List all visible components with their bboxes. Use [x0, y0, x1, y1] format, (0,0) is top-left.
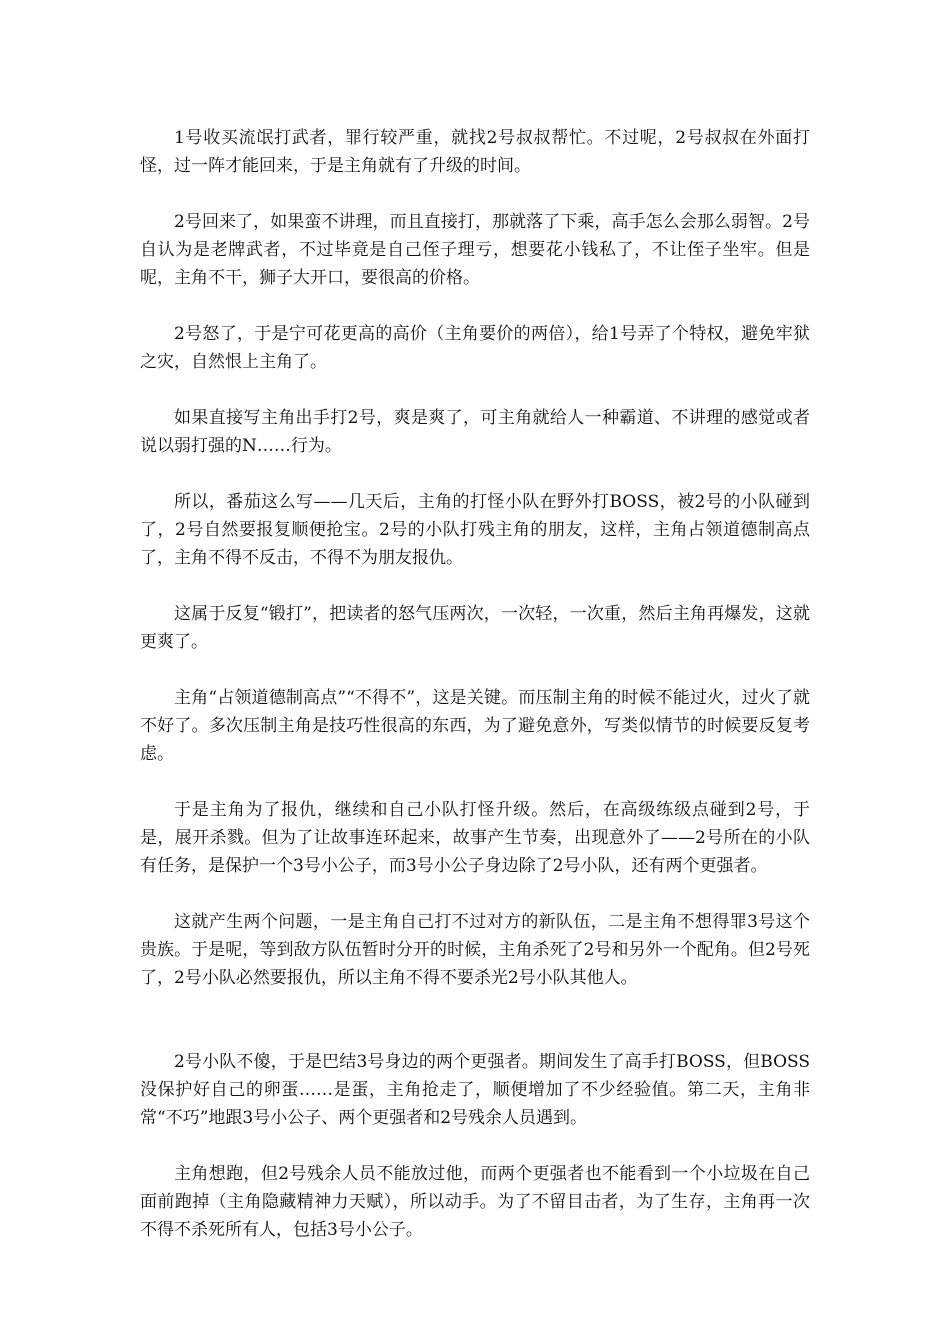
paragraph-5: 所以，番茄这么写——几天后，主角的打怪小队在野外打BOSS，被2号的小队碰到了，2号自然要报复顺便抢宝。2号的小队打残主角的朋友，这样，主角占领道德制高点了，主角不得不反击，不得不为朋友报仇。	[140, 492, 810, 568]
paragraph-2: 2号回来了，如果蛮不讲理，而且直接打，那就落了下乘，高手怎么会那么弱智。2号自认为是老牌武者，不过毕竟是自己侄子理亏，想要花小钱私了，不让侄子坐牢。但是呢，主角不干，狮子大开口，要很高的价格。	[140, 212, 810, 288]
paragraph-8: 于是主角为了报仇，继续和自己小队打怪升级。然后，在高级练级点碰到2号，于是，展开杀戮。但为了让故事连环起来，故事产生节奏，出现意外了——2号所在的小队有任务，是保护一个3号小公子，而3号小公子身边除了2号小队，还有两个更强者。	[140, 800, 810, 876]
paragraph-4: 如果直接写主角出手打2号，爽是爽了，可主角就给人一种霸道、不讲理的感觉或者说以弱打强的N……行为。	[140, 408, 810, 456]
document-body	[140, 124, 810, 1244]
paragraph-10: 2号小队不傻，于是巴结3号身边的两个更强者。期间发生了高手打BOSS，但BOSS没保护好自己的卵蛋……是蛋，主角抢走了，顺便增加了不少经验值。第二天，主角非常“不巧”地跟3号小公子、两个更强者和2号残余人员遇到。	[140, 1052, 810, 1128]
paragraph-9: 这就产生两个问题，一是主角自己打不过对方的新队伍，二是主角不想得罪3号这个贵族。于是呢，等到敌方队伍暂时分开的时候，主角杀死了2号和另外一个配角。但2号死了，2号小队必然要报仇，所以主角不得不要杀光2号小队其他人。	[140, 912, 810, 988]
paragraph-3: 2号怒了，于是宁可花更高的高价（主角要价的两倍），给1号弄了个特权，避免牢狱之灾，自然恨上主角了。	[140, 324, 810, 372]
paragraph-11: 主角想跑，但2号残余人员不能放过他，而两个更强者也不能看到一个小垃圾在自己面前跑掉（主角隐藏精神力天赋），所以动手。为了不留目击者，为了生存，主角再一次不得不杀死所有人，包括3号小公子。	[140, 1164, 810, 1240]
paragraph-6: 这属于反复“锻打”，把读者的怒气压两次，一次轻，一次重，然后主角再爆发，这就更爽了。	[140, 604, 810, 652]
paragraph-7: 主角“占领道德制高点”“不得不”，这是关键。而压制主角的时候不能过火，过火了就不好了。多次压制主角是技巧性很高的东西，为了避免意外，写类似情节的时候要反复考虑。	[140, 688, 810, 764]
paragraph-1: 1号收买流氓打武者，罪行较严重，就找2号叔叔帮忙。不过呢，2号叔叔在外面打怪，过一阵才能回来，于是主角就有了升级的时间。	[140, 128, 810, 176]
